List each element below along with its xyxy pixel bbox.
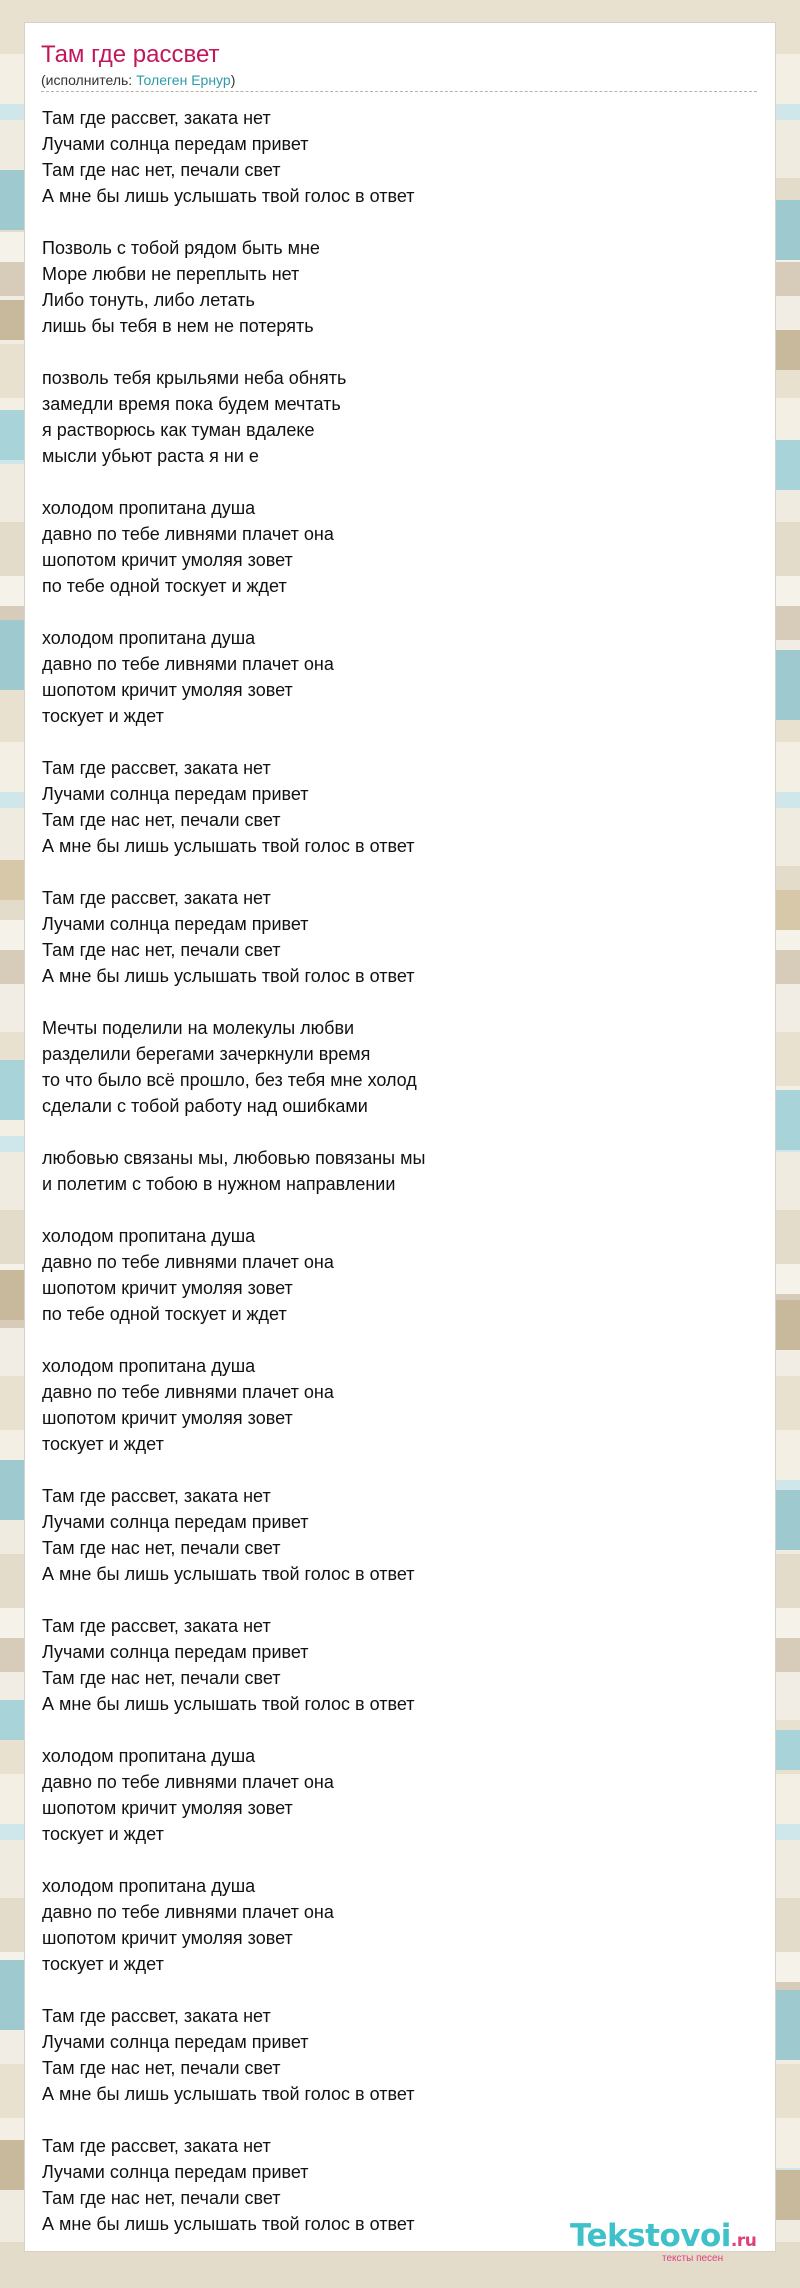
background-accent <box>0 1960 24 2030</box>
lyric-line: А мне бы лишь услышать твой голос в ответ <box>42 836 415 856</box>
lyric-line: Лучами солнца передам привет <box>42 2032 309 2052</box>
lyrics-stanza <box>42 755 762 859</box>
lyric-line: тоскует и ждет <box>42 1824 164 1844</box>
background-accent <box>0 410 24 460</box>
lyric-line: Там где рассвет, заката нет <box>42 108 271 128</box>
lyric-line: замедли время пока будем мечтать <box>42 394 341 414</box>
lyric-line: шопотом кричит умоляя зовет <box>42 680 293 700</box>
lyric-line: лишь бы тебя в нем не потерять <box>42 316 314 336</box>
logo-main-text: Tekstovoi <box>570 2218 731 2254</box>
lyric-line: Лучами солнца передам привет <box>42 1512 309 1532</box>
lyric-line: шопотом кричит умоляя зовет <box>42 550 293 570</box>
background-accent <box>0 1700 24 1740</box>
lyric-line: Там где рассвет, заката нет <box>42 1616 271 1636</box>
lyric-line: А мне бы лишь услышать твой голос в ответ <box>42 1564 415 1584</box>
lyrics-stanza <box>42 1743 762 1847</box>
lyrics-stanza <box>42 625 762 729</box>
lyrics-stanza <box>42 1145 762 1197</box>
lyrics-stanza <box>42 1015 762 1119</box>
background-accent <box>0 300 24 340</box>
logo-suffix: .ru <box>730 2231 757 2251</box>
lyric-line: давно по тебе ливнями плачет она <box>42 1772 334 1792</box>
song-header <box>41 41 761 92</box>
background-accent <box>0 170 24 230</box>
lyric-line: Там где нас нет, печали свет <box>42 160 281 180</box>
background-accent <box>0 860 24 900</box>
background-accent <box>776 200 800 260</box>
lyrics-stanza <box>42 1223 762 1327</box>
background-accent <box>776 650 800 720</box>
background-accent <box>776 890 800 930</box>
song-title: Там где рассвет <box>41 41 220 68</box>
lyric-line: Море любви не переплыть нет <box>42 264 300 284</box>
background-accent <box>776 1490 800 1550</box>
lyric-line: Либо тонуть, либо летать <box>42 290 255 310</box>
lyric-line: Там где нас нет, печали свет <box>42 810 281 830</box>
lyric-line: Лучами солнца передам привет <box>42 2162 309 2182</box>
lyric-line: Лучами солнца передам привет <box>42 784 309 804</box>
lyric-line: Там где нас нет, печали свет <box>42 1668 281 1688</box>
lyric-line: А мне бы лишь услышать твой голос в ответ <box>42 2084 415 2104</box>
lyric-line: разделили берегами зачеркнули время <box>42 1044 371 1064</box>
lyric-line: Лучами солнца передам привет <box>42 914 309 934</box>
lyric-line: шопотом кричит умоляя зовет <box>42 1928 293 1948</box>
lyrics-card <box>24 22 776 2264</box>
lyrics-body <box>42 105 762 2263</box>
lyric-line: давно по тебе ливнями плачет она <box>42 1252 334 1272</box>
lyric-line: давно по тебе ливнями плачет она <box>42 524 334 544</box>
lyric-line: тоскует и ждет <box>42 1954 164 1974</box>
lyric-line: холодом пропитана душа <box>42 498 256 518</box>
lyric-line: Там где рассвет, заката нет <box>42 2006 271 2026</box>
lyric-line: давно по тебе ливнями плачет она <box>42 1382 334 1402</box>
lyrics-stanza <box>42 2003 762 2107</box>
lyrics-stanza <box>42 1483 762 1587</box>
lyric-line: давно по тебе ливнями плачет она <box>42 1902 334 1922</box>
lyric-line: А мне бы лишь услышать твой голос в ответ <box>42 2214 415 2234</box>
lyric-line: А мне бы лишь услышать твой голос в ответ <box>42 186 415 206</box>
lyrics-stanza <box>42 1353 762 1457</box>
lyric-line: Мечты поделили на молекулы любви <box>42 1018 355 1038</box>
lyric-line: Там где нас нет, печали свет <box>42 940 281 960</box>
lyric-line: А мне бы лишь услышать твой голос в ответ <box>42 1694 415 1714</box>
lyric-line: холодом пропитана душа <box>42 1226 256 1246</box>
lyric-line: Там где рассвет, заката нет <box>42 758 271 778</box>
background-accent <box>776 1730 800 1770</box>
lyric-line: то что было всё прошло, без тебя мне холод <box>42 1070 417 1090</box>
lyric-line: Лучами солнца передам привет <box>42 134 309 154</box>
artist-prefix: (исполнитель: <box>41 72 137 88</box>
background-accent <box>776 1990 800 2060</box>
lyric-line: шопотом кричит умоляя зовет <box>42 1798 293 1818</box>
lyric-line: шопотом кричит умоляя зовет <box>42 1278 293 1298</box>
artist-line <box>41 71 761 89</box>
logo-tagline: тексты песен <box>662 2253 724 2264</box>
background-accent <box>776 1090 800 1150</box>
lyric-line: холодом пропитана душа <box>42 1876 256 1896</box>
background-accent <box>776 2170 800 2220</box>
lyrics-stanza <box>42 1873 762 1977</box>
background-accent <box>0 620 24 690</box>
background-accent <box>776 330 800 370</box>
lyric-line: Там где рассвет, заката нет <box>42 2136 271 2156</box>
artist-suffix: ) <box>230 72 236 88</box>
background-accent <box>0 1460 24 1520</box>
lyric-line: шопотом кричит умоляя зовет <box>42 1408 293 1428</box>
lyrics-stanza <box>42 495 762 599</box>
lyric-line: Там где рассвет, заката нет <box>42 888 271 908</box>
background-accent <box>0 1270 24 1320</box>
background-stripe-left <box>0 0 24 2288</box>
lyric-line: холодом пропитана душа <box>42 628 256 648</box>
background-accent <box>0 2140 24 2190</box>
lyric-line: сделали с тобой работу над ошибками <box>42 1096 368 1116</box>
lyrics-stanza <box>42 1613 762 1717</box>
lyrics-stanza <box>42 105 762 209</box>
lyric-line: мысли убьют раста я ни е <box>42 446 259 466</box>
lyric-line: Там где нас нет, печали свет <box>42 2058 281 2078</box>
lyric-line: холодом пропитана душа <box>42 1356 256 1376</box>
lyric-line: по тебе одной тоскует и ждет <box>42 1304 287 1324</box>
lyrics-stanza <box>42 235 762 339</box>
lyric-line: любовью связаны мы, любовью повязаны мы <box>42 1148 426 1168</box>
lyric-line: я растворюсь как туман вдалеке <box>42 420 315 440</box>
background-accent <box>776 1300 800 1350</box>
lyrics-stanza <box>42 885 762 989</box>
lyric-line: Там где нас нет, печали свет <box>42 1538 281 1558</box>
lyrics-stanza <box>42 365 762 469</box>
lyric-line: позволь тебя крыльями неба обнять <box>42 368 347 388</box>
lyric-line: тоскует и ждет <box>42 1434 164 1454</box>
lyric-line: Там где нас нет, печали свет <box>42 2188 281 2208</box>
background-stripe-right <box>776 0 800 2288</box>
lyric-line: и полетим с тобою в нужном направлении <box>42 1174 396 1194</box>
site-logo[interactable] <box>570 2219 760 2263</box>
header-divider <box>41 91 757 92</box>
artist-link[interactable]: Толеген Ернур <box>136 72 231 88</box>
lyric-line: по тебе одной тоскует и ждет <box>42 576 287 596</box>
background-accent <box>776 440 800 490</box>
lyric-line: Позволь с тобой рядом быть мне <box>42 238 320 258</box>
lyric-line: А мне бы лишь услышать твой голос в ответ <box>42 966 415 986</box>
lyric-line: давно по тебе ливнями плачет она <box>42 654 334 674</box>
lyric-line: Лучами солнца передам привет <box>42 1642 309 1662</box>
background-accent <box>0 1060 24 1120</box>
lyric-line: тоскует и ждет <box>42 706 164 726</box>
lyric-line: холодом пропитана душа <box>42 1746 256 1766</box>
lyric-line: Там где рассвет, заката нет <box>42 1486 271 1506</box>
